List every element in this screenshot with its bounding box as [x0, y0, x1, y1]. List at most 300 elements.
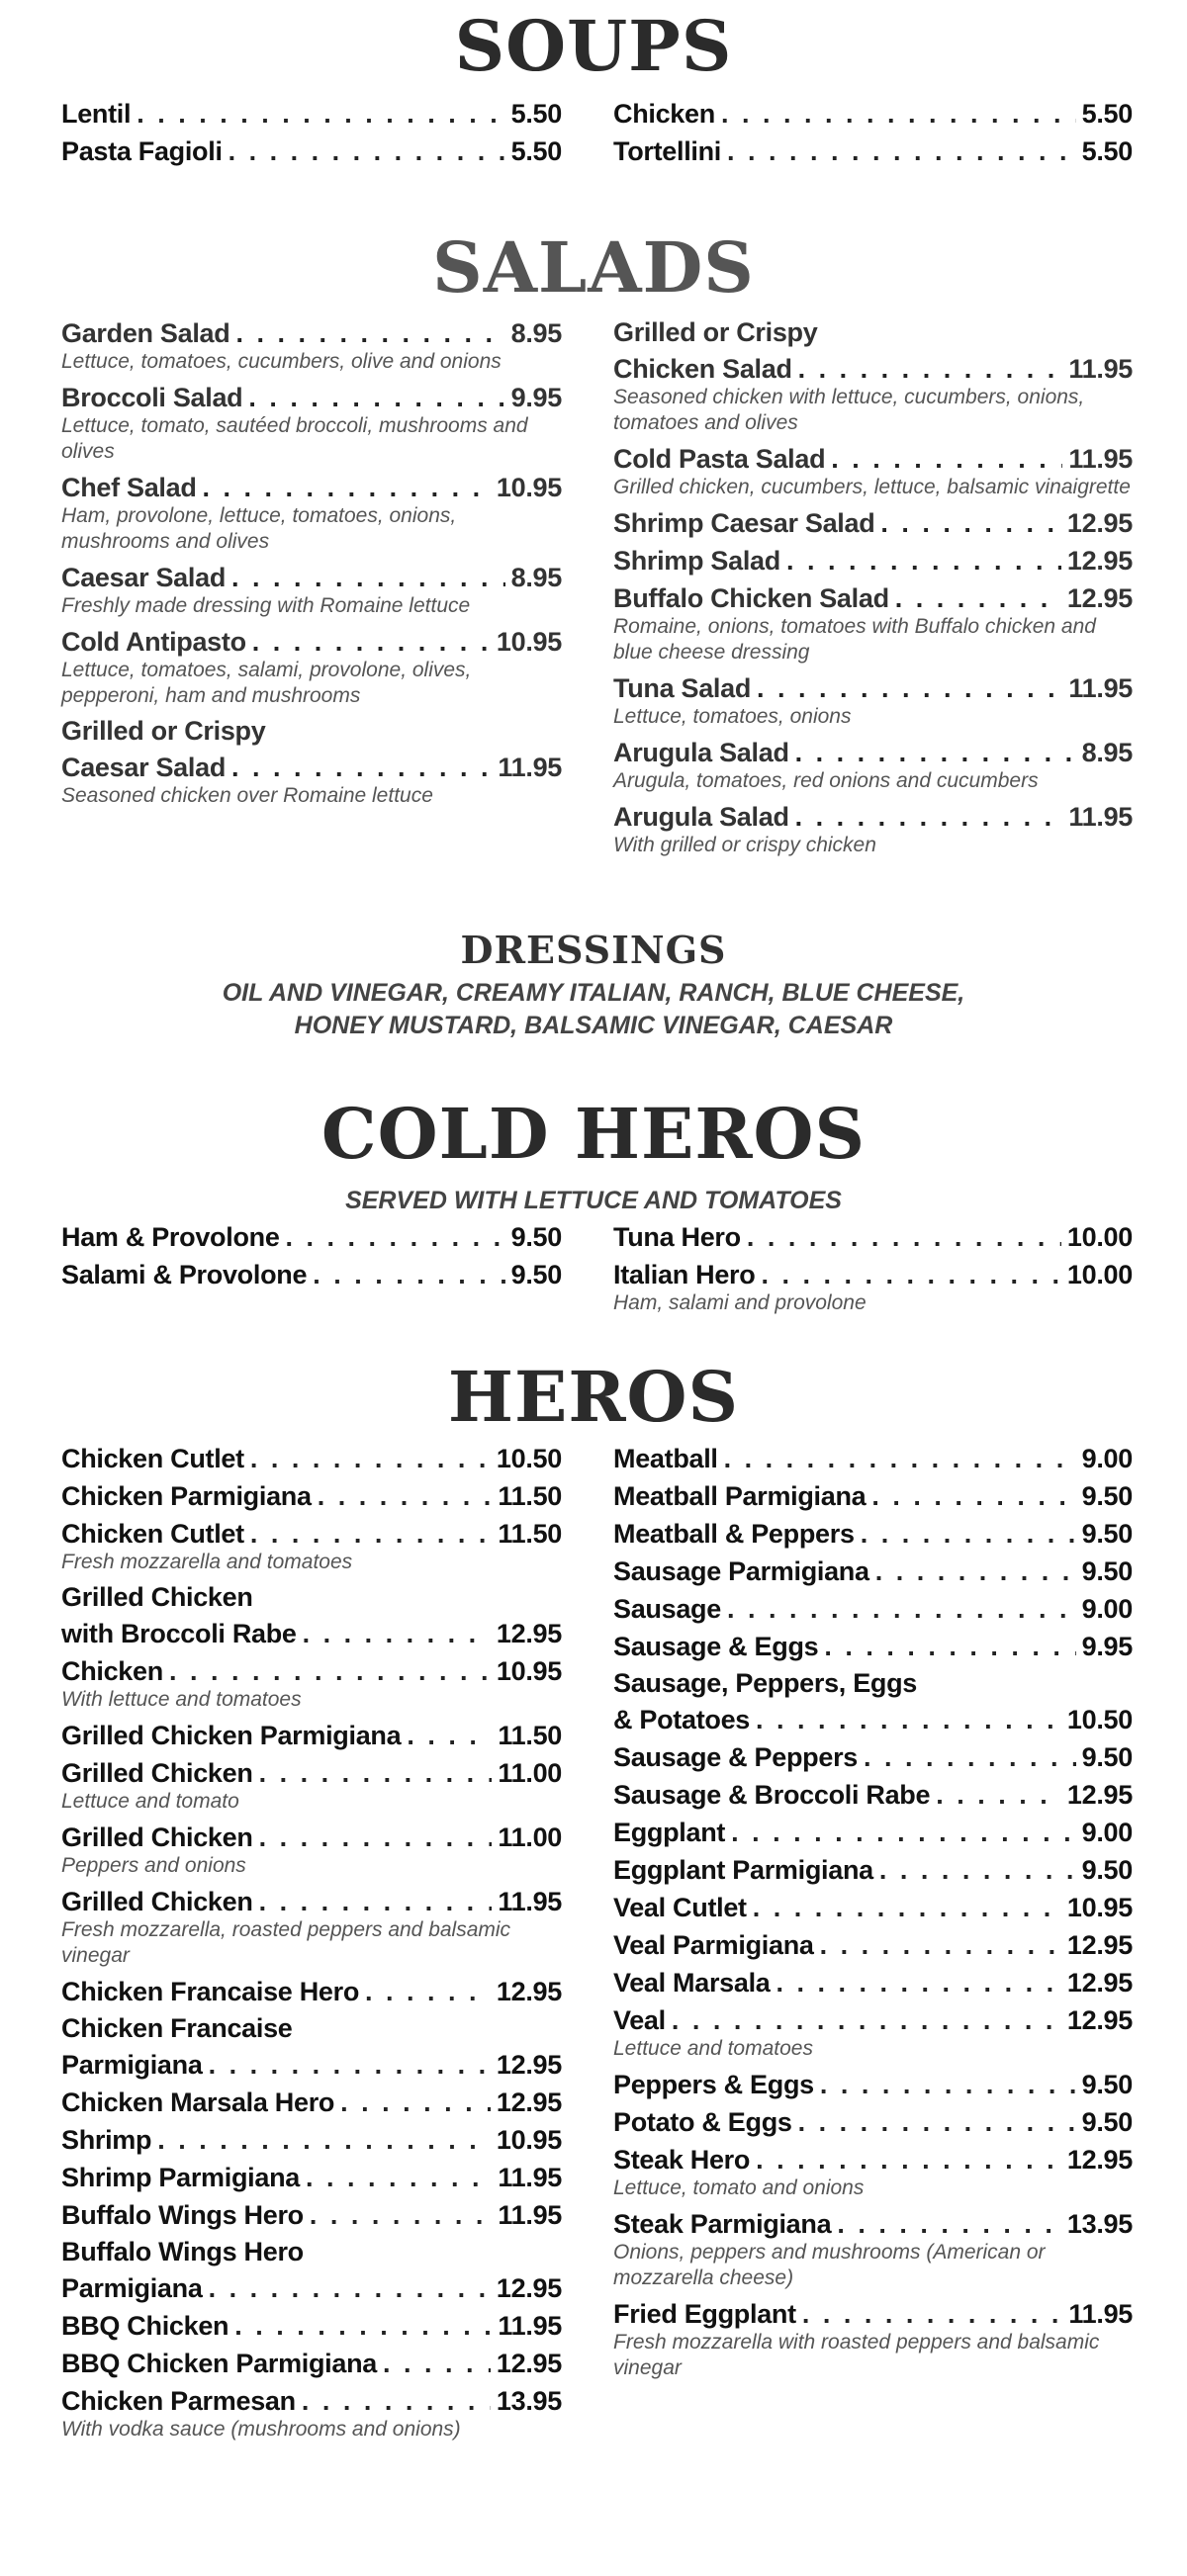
cold-heros-section: [0, 1093, 1187, 1217]
menu-item-name: Shrimp Caesar Salad: [613, 508, 875, 538]
menu-item-price: 12.95: [1066, 583, 1133, 613]
dot-leader: [169, 1652, 491, 1690]
menu-item-name: Chicken Parmigiana: [61, 1481, 312, 1511]
menu-item-price: 11.50: [498, 1519, 562, 1549]
dot-leader: [802, 2295, 1063, 2333]
dot-leader: [209, 2269, 491, 2307]
cold-heros-right-column: [613, 1218, 1133, 1320]
menu-item-name: Ham & Provolone: [61, 1222, 280, 1252]
menu-item-row: [613, 2205, 1133, 2243]
menu-item-price: 12.95: [1066, 508, 1133, 538]
menu-item-description: Fresh mozzarella and tomatoes: [61, 1551, 353, 1573]
dot-leader: [731, 1814, 1076, 1851]
menu-item-description: Seasoned chicken with lettuce, cucumbers, onions, tomatoes and olives: [613, 386, 1085, 434]
menu-item-name: Veal Cutlet: [613, 1893, 747, 1922]
menu-item-price: 9.50: [1081, 1742, 1133, 1772]
menu-item-name: Meatball: [613, 1444, 718, 1473]
salads-title: SALADS: [432, 226, 755, 309]
dot-leader: [250, 1440, 491, 1477]
dot-leader: [761, 1256, 1060, 1293]
menu-item-name: Grilled Chicken: [61, 1822, 253, 1852]
menu-item-row: [61, 133, 562, 170]
dot-leader: [340, 2084, 491, 2121]
menu-item-row: [613, 1814, 1133, 1851]
menu-item-row: [61, 2046, 562, 2084]
menu-item-name: Chicken Francaise Hero: [61, 1977, 360, 2006]
menu-item: [61, 1973, 562, 2010]
menu-item-name: BBQ Chicken Parmigiana: [61, 2349, 377, 2378]
menu-item-name: Buffalo Wings Hero: [61, 2200, 304, 2230]
dot-leader: [727, 133, 1076, 170]
dressings-section: [0, 928, 1187, 1041]
menu-item: [61, 1819, 562, 1879]
menu-item-price: 11.95: [1068, 673, 1133, 703]
menu-item-name: Sausage & Eggs: [613, 1632, 819, 1661]
dot-leader: [365, 1973, 491, 2010]
menu-item-price: 10.50: [1066, 1705, 1133, 1734]
dot-leader: [753, 1889, 1061, 1926]
menu-item-price: 13.95: [496, 2386, 562, 2416]
menu-item-name: Broccoli Salad: [61, 383, 243, 412]
menu-item-row: [613, 1964, 1133, 2001]
menu-item-name: Sausage & Broccoli Rabe: [613, 1780, 931, 1810]
menu-item-name: Eggplant: [613, 1818, 726, 1847]
menu-item-name: Buffalo Chicken Salad: [613, 583, 889, 613]
soups-left-column: [61, 95, 562, 170]
menu-item: [61, 2234, 562, 2307]
menu-item: [61, 1652, 562, 1713]
menu-item-description: Lettuce, tomato and onions: [613, 2176, 865, 2199]
menu-item-price: 8.95: [510, 318, 562, 348]
menu-item-name: Chicken Cutlet: [61, 1519, 244, 1549]
menu-item-name: Parmigiana: [61, 2273, 203, 2303]
menu-item-name: & Potatoes: [613, 1705, 751, 1734]
menu-item-row: [61, 2121, 562, 2159]
menu-item-price: 12.95: [496, 2273, 562, 2303]
dot-leader: [747, 1218, 1061, 1256]
dot-leader: [820, 1926, 1061, 1964]
menu-item-row: [613, 1440, 1133, 1477]
menu-item-name: Eggplant Parmigiana: [613, 1855, 873, 1885]
menu-item-name: Chicken Salad: [613, 354, 792, 384]
menu-item-row: [61, 2345, 562, 2382]
menu-item-price: 11.95: [1068, 354, 1133, 384]
menu-item-price: 5.50: [510, 136, 562, 166]
menu-item-name: Grilled Chicken Parmigiana: [61, 1721, 402, 1750]
menu-item-price: 9.00: [1081, 1594, 1133, 1624]
menu-item: [613, 1738, 1133, 1776]
menu-item-description: Lettuce, tomato, sautéed broccoli, mushrooms and olives: [61, 414, 528, 463]
menu-item: [613, 2103, 1133, 2141]
menu-item-price: 10.95: [496, 473, 562, 502]
menu-item-row: [61, 2084, 562, 2121]
menu-item: [613, 314, 1133, 436]
menu-item-description: Arugula, tomatoes, red onions and cucumbers: [613, 769, 1039, 792]
menu-item-name-line: Grilled Chicken: [61, 1582, 253, 1612]
dot-leader: [203, 469, 491, 506]
menu-item-name: Lentil: [61, 99, 132, 129]
dot-leader: [820, 2066, 1076, 2103]
menu-item-description: Fresh mozzarella with roasted peppers and balsamic vinegar: [613, 2331, 1100, 2379]
menu-item-row: [61, 1440, 562, 1477]
menu-item: [613, 1218, 1133, 1256]
menu-item-row: [613, 734, 1133, 771]
menu-item-price: 9.00: [1081, 1818, 1133, 1847]
menu-item: [61, 1515, 562, 1575]
menu-item-price: 11.95: [498, 2311, 562, 2341]
dot-leader: [302, 2382, 491, 2420]
dot-leader: [259, 1754, 493, 1792]
menu-item-price: 9.95: [1081, 1632, 1133, 1661]
menu-item-price: 9.50: [510, 1260, 562, 1289]
menu-item-row: [613, 2103, 1133, 2141]
menu-item-row: [613, 1515, 1133, 1553]
menu-item-name: Cold Pasta Salad: [613, 444, 826, 474]
menu-item: [61, 469, 562, 555]
heros-right-column: [613, 1440, 1133, 2385]
menu-item-name-line: Chicken Francaise: [61, 2013, 293, 2043]
menu-item: [613, 669, 1133, 730]
menu-item: [613, 2205, 1133, 2291]
menu-item-price: 11.95: [498, 753, 562, 782]
menu-item-price: 10.95: [496, 627, 562, 657]
menu-item: [613, 1256, 1133, 1316]
menu-item-price: 5.50: [1081, 136, 1133, 166]
dot-leader: [303, 1615, 491, 1652]
menu-item: [613, 2066, 1133, 2103]
menu-item: [613, 2001, 1133, 2062]
menu-item-name: Chicken: [613, 99, 715, 129]
dot-leader: [724, 1440, 1076, 1477]
menu-item-row: [613, 1701, 1133, 1738]
menu-item-name: Chicken Parmesan: [61, 2386, 296, 2416]
menu-item-row: [61, 1883, 562, 1920]
heros-title: HEROS: [447, 1356, 740, 1438]
menu-item: [613, 1665, 1133, 1738]
dot-leader: [672, 2001, 1061, 2039]
menu-item: [613, 2141, 1133, 2201]
menu-item-description: Ham, provolone, lettuce, tomatoes, onions, mushrooms and olives: [61, 504, 457, 553]
menu-item-price: 10.50: [496, 1444, 562, 1473]
menu-item: [61, 2307, 562, 2345]
menu-item: [61, 623, 562, 709]
menu-item-name: Chicken Cutlet: [61, 1444, 244, 1473]
dot-leader: [795, 798, 1063, 836]
menu-item-row: [613, 1738, 1133, 1776]
menu-item-price: 8.95: [510, 563, 562, 592]
menu-item: [61, 1440, 562, 1477]
menu-item-price: 12.95: [496, 2349, 562, 2378]
dot-leader: [936, 1776, 1061, 1814]
dressings-line-2: HONEY MUSTARD, BALSAMIC VINEGAR, CAESAR: [294, 1011, 893, 1039]
menu-item-name: Veal Marsala: [613, 1968, 771, 1998]
menu-item-description: Seasoned chicken over Romaine lettuce: [61, 784, 433, 807]
menu-item-name: Arugula Salad: [613, 802, 789, 832]
menu-item-row: [613, 1218, 1133, 1256]
menu-item-row: [61, 2307, 562, 2345]
menu-item-row: [613, 350, 1133, 388]
menu-item-row: [613, 1776, 1133, 1814]
menu-item-row: [613, 133, 1133, 170]
menu-item-name: Tuna Hero: [613, 1222, 741, 1252]
menu-item-name: Grilled Chicken: [61, 1758, 253, 1788]
dot-leader: [831, 440, 1062, 478]
dot-leader: [310, 2196, 493, 2234]
menu-item: [613, 2295, 1133, 2381]
heros-section: [0, 1356, 1187, 1438]
menu-item: [61, 1883, 562, 1969]
dot-leader: [259, 1883, 493, 1920]
menu-item-description: Lettuce, tomatoes, salami, provolone, olives, pepperoni, ham and mushrooms: [61, 659, 472, 707]
dot-leader: [231, 559, 505, 596]
menu-item: [613, 1926, 1133, 1964]
menu-item-name: Tuna Salad: [613, 673, 752, 703]
menu-item-name: Arugula Salad: [613, 738, 789, 767]
menu-item-row: [61, 1819, 562, 1856]
menu-item-name: Shrimp: [61, 2125, 152, 2155]
menu-item-row: [613, 440, 1133, 478]
menu-item: [61, 559, 562, 619]
menu-item: [61, 95, 562, 133]
menu-item-row: [61, 1717, 562, 1754]
dot-leader: [798, 2103, 1076, 2141]
menu-item-description: Lettuce and tomatoes: [613, 2037, 813, 2060]
menu-item: [613, 1628, 1133, 1665]
menu-item-name: Steak Hero: [613, 2145, 751, 2175]
menu-item-price: 9.50: [1081, 1481, 1133, 1511]
menu-item: [613, 542, 1133, 579]
menu-item-price: 10.95: [496, 2125, 562, 2155]
dot-leader: [259, 1819, 493, 1856]
menu-item-name: Fried Eggplant: [613, 2299, 796, 2329]
menu-item-price: 12.95: [1066, 2005, 1133, 2035]
menu-item-name: Peppers & Eggs: [613, 2070, 814, 2099]
menu-item: [61, 1477, 562, 1515]
menu-item-row: [613, 1477, 1133, 1515]
menu-item: [61, 1579, 562, 1652]
menu-item-name-line: Grilled or Crispy: [61, 716, 266, 746]
menu-item: [613, 95, 1133, 133]
menu-item: [61, 133, 562, 170]
dot-leader: [250, 1515, 493, 1553]
menu-item-price: 10.00: [1066, 1222, 1133, 1252]
menu-item-name: Chef Salad: [61, 473, 197, 502]
menu-item: [613, 504, 1133, 542]
dot-leader: [776, 1964, 1061, 2001]
menu-item: [61, 713, 562, 809]
menu-item: [613, 579, 1133, 666]
menu-item-row: [61, 623, 562, 661]
menu-item-description: Peppers and onions: [61, 1854, 246, 1877]
menu-item-name: Salami & Provolone: [61, 1260, 308, 1289]
menu-item: [613, 1776, 1133, 1814]
menu-item-row: [613, 1926, 1133, 1964]
menu-item-price: 11.95: [1068, 2299, 1133, 2329]
dot-leader: [248, 379, 504, 416]
menu-item-row: [613, 1256, 1133, 1293]
menu-item-row: [613, 95, 1133, 133]
menu-item-price: 12.95: [496, 2087, 562, 2117]
menu-item-price: 12.95: [1066, 546, 1133, 576]
dot-leader: [837, 2205, 1061, 2243]
menu-item-description: With grilled or crispy chicken: [613, 834, 876, 856]
cold-heros-subtitle: SERVED WITH LETTUCE AND TOMATOES: [345, 1187, 842, 1214]
menu-item-row: [613, 2141, 1133, 2178]
menu-item-description: Freshly made dressing with Romaine lettuce: [61, 594, 471, 617]
menu-item: [613, 1590, 1133, 1628]
menu-item: [61, 2382, 562, 2443]
menu-item-price: 12.95: [1066, 1930, 1133, 1960]
menu-item-name: Potato & Eggs: [613, 2107, 792, 2137]
menu-item-name: Steak Parmigiana: [613, 2209, 832, 2239]
menu-item: [61, 2345, 562, 2382]
menu-item-row: [61, 2196, 562, 2234]
menu-item-name: Shrimp Parmigiana: [61, 2163, 300, 2192]
dressings-title: DRESSINGS: [460, 928, 727, 972]
menu-item-name: Garden Salad: [61, 318, 230, 348]
menu-item-price: 11.00: [498, 1822, 562, 1852]
menu-item-name: with Broccoli Rabe: [61, 1619, 297, 1648]
menu-item-price: 12.95: [1066, 2145, 1133, 2175]
menu-item: [613, 734, 1133, 794]
menu-item-row: [61, 2382, 562, 2420]
menu-item-price: 9.50: [1081, 1556, 1133, 1586]
menu-item-row: [61, 1256, 562, 1293]
menu-item: [61, 1218, 562, 1256]
menu-item-price: 8.95: [1081, 738, 1133, 767]
dot-leader: [824, 1628, 1075, 1665]
menu-item-price: 12.95: [496, 2050, 562, 2080]
menu-item-price: 10.95: [496, 1656, 562, 1686]
dot-leader: [383, 2345, 491, 2382]
menu-item-name: Parmigiana: [61, 2050, 203, 2080]
dot-leader: [318, 1477, 493, 1515]
menu-item-price: 9.50: [1081, 2070, 1133, 2099]
menu-item: [613, 440, 1133, 500]
menu-item-row: [613, 1889, 1133, 1926]
menu-item: [613, 1851, 1133, 1889]
menu-item: [613, 1515, 1133, 1553]
cold-heros-title: COLD HEROS: [320, 1093, 867, 1175]
menu-item-price: 10.00: [1066, 1260, 1133, 1289]
menu-item-name: Tortellini: [613, 136, 721, 166]
menu-item-row: [613, 2066, 1133, 2103]
dot-leader: [727, 1590, 1076, 1628]
menu-item: [61, 2159, 562, 2196]
menu-item-row: [61, 2159, 562, 2196]
dot-leader: [209, 2046, 491, 2084]
menu-item-price: 10.95: [1066, 1893, 1133, 1922]
menu-item-name: Meatball Parmigiana: [613, 1481, 867, 1511]
menu-item-name: Cold Antipasto: [61, 627, 246, 657]
dot-leader: [756, 1701, 1061, 1738]
menu-item-description: Lettuce, tomatoes, cucumbers, olive and onions: [61, 350, 502, 373]
menu-item-price: 12.95: [496, 1977, 562, 2006]
menu-item: [613, 1440, 1133, 1477]
menu-item: [61, 1256, 562, 1293]
menu-item-price: 11.95: [1068, 802, 1133, 832]
menu-item-row: [61, 1218, 562, 1256]
menu-item-price: 11.95: [498, 2163, 562, 2192]
menu-item-name: Shrimp Salad: [613, 546, 780, 576]
menu-item-name-line: Sausage, Peppers, Eggs: [613, 1668, 918, 1698]
dot-leader: [234, 2307, 492, 2345]
menu-item: [613, 1889, 1133, 1926]
menu-item: [61, 2010, 562, 2084]
menu-item-name: Meatball & Peppers: [613, 1519, 855, 1549]
menu-item-price: 9.50: [510, 1222, 562, 1252]
dot-leader: [864, 1738, 1076, 1776]
menu-item-name: Chicken: [61, 1656, 163, 1686]
menu-item-row: [61, 749, 562, 786]
menu-item-row: [613, 1590, 1133, 1628]
menu-item-name: Caesar Salad: [61, 563, 227, 592]
dot-leader: [157, 2121, 491, 2159]
menu-item-price: 11.50: [498, 1481, 562, 1511]
menu-item-price: 5.50: [1081, 99, 1133, 129]
dot-leader: [286, 1218, 505, 1256]
menu-item-name: Sausage & Peppers: [613, 1742, 859, 1772]
menu-item-name: Sausage: [613, 1594, 721, 1624]
menu-item-name-line: Buffalo Wings Hero: [61, 2237, 304, 2266]
dot-leader: [407, 1717, 492, 1754]
menu-item-description: Romaine, onions, tomatoes with Buffalo chicken and blue cheese dressing: [613, 615, 1096, 664]
menu-item-price: 5.50: [510, 99, 562, 129]
menu-item-row: [61, 469, 562, 506]
menu-item-description: With vodka sauce (mushrooms and onions): [61, 2418, 461, 2441]
menu-item-price: 9.50: [1081, 1519, 1133, 1549]
dot-leader: [252, 623, 491, 661]
dot-leader: [757, 669, 1062, 707]
dot-leader: [871, 1477, 1075, 1515]
menu-item: [61, 2196, 562, 2234]
menu-item-price: 13.95: [1066, 2209, 1133, 2239]
dot-leader: [228, 133, 505, 170]
menu-item-row: [61, 559, 562, 596]
menu-item-name: Grilled Chicken: [61, 1887, 253, 1916]
menu-item-row: [613, 669, 1133, 707]
menu-item: [61, 2121, 562, 2159]
salads-section: [0, 226, 1187, 309]
menu-item-description: Lettuce and tomato: [61, 1790, 239, 1813]
menu-item-description: With lettuce and tomatoes: [61, 1688, 302, 1711]
menu-item-row: [61, 1754, 562, 1792]
soups-right-column: [613, 95, 1133, 170]
menu-item-price: 9.50: [1081, 1855, 1133, 1885]
menu-item-row: [61, 1515, 562, 1553]
menu-item-row: [613, 2295, 1133, 2333]
menu-item: [613, 1964, 1133, 2001]
dot-leader: [313, 1256, 504, 1293]
menu-item-price: 11.95: [498, 1887, 562, 1916]
menu-item: [613, 1553, 1133, 1590]
menu-item: [613, 798, 1133, 858]
dot-leader: [235, 314, 504, 352]
menu-item-row: [613, 1553, 1133, 1590]
menu-item-price: 11.95: [498, 2200, 562, 2230]
menu-item-price: 12.95: [1066, 1968, 1133, 1998]
menu-item-row: [61, 95, 562, 133]
soups-section: [0, 5, 1187, 87]
dot-leader: [861, 1515, 1076, 1553]
menu-item-name-line: Grilled or Crispy: [613, 317, 818, 347]
dot-leader: [756, 2141, 1061, 2178]
menu-item: [61, 314, 562, 375]
menu-item-row: [61, 1477, 562, 1515]
menu-item: [61, 2084, 562, 2121]
menu-item-price: 11.00: [498, 1758, 562, 1788]
salads-right-column: [613, 314, 1133, 862]
